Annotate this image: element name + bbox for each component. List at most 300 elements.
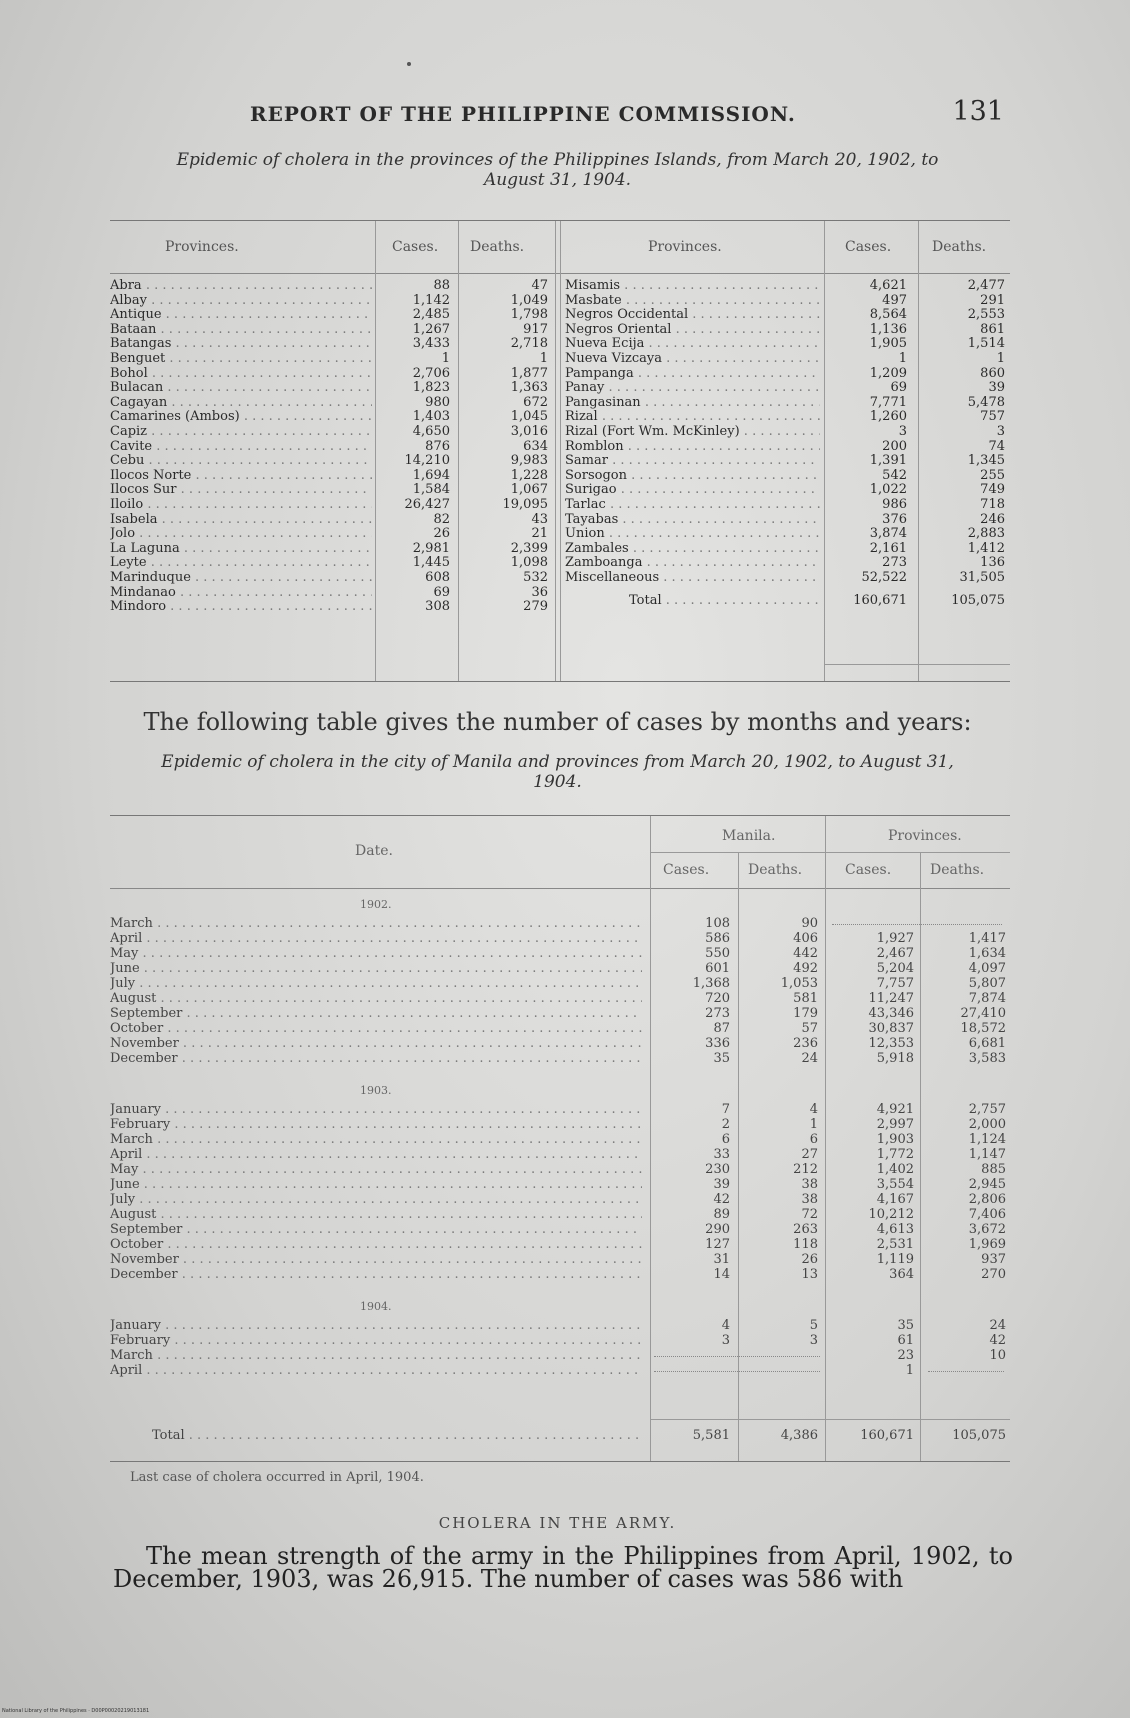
table-row <box>110 1051 1010 1066</box>
table-row <box>110 961 1010 976</box>
province-name: Marinduque . . . <box>110 571 372 585</box>
manila-deaths: 179 <box>793 1006 818 1021</box>
table-row <box>110 294 555 308</box>
province-cases: 2,531 <box>876 1237 914 1252</box>
province-name: Bulacan . . . <box>110 381 372 395</box>
section-title: CHOLERA IN THE ARMY. <box>438 1514 677 1532</box>
deaths-value: 1 <box>539 351 548 366</box>
table-row <box>565 308 1010 322</box>
province-cases: 2,467 <box>876 946 914 961</box>
monthly-table <box>110 815 1010 1462</box>
cases-value: 1,209 <box>869 365 907 381</box>
table-row <box>565 571 1010 585</box>
province-name: Rizal . . . <box>565 410 820 424</box>
table-row <box>110 1147 1010 1162</box>
province-cases: 1,402 <box>876 1162 914 1177</box>
province-cases: 1,903 <box>876 1132 914 1147</box>
province-cases: 7,757 <box>876 976 914 991</box>
table-row <box>110 991 1010 1006</box>
deaths-value: 36 <box>531 584 548 600</box>
deaths-value: 672 <box>523 394 548 410</box>
total-rule <box>650 1419 1010 1420</box>
manila-cases: 2 <box>721 1117 730 1132</box>
cases-value: 497 <box>882 292 907 308</box>
deaths-value: 861 <box>980 321 1005 337</box>
province-deaths: 1,634 <box>968 946 1006 961</box>
manila-cases: 7 <box>721 1102 730 1117</box>
deaths-value: 21 <box>531 526 548 542</box>
manila-cases: 31 <box>713 1252 730 1267</box>
table-row <box>110 600 555 614</box>
province-deaths: 937 <box>981 1252 1006 1267</box>
province-deaths: 2,757 <box>968 1102 1006 1117</box>
deaths-value: 532 <box>523 570 548 585</box>
table-row <box>110 1207 1010 1222</box>
cases-value: 3,874 <box>869 526 907 542</box>
cases-value: 14,210 <box>404 453 450 469</box>
deaths-value: 1,798 <box>510 307 548 323</box>
deaths-value: 1,345 <box>967 453 1005 469</box>
table-row <box>565 425 1010 439</box>
deaths-value: 291 <box>980 292 1005 308</box>
cases-value: 1,823 <box>412 380 450 396</box>
month-name: July . . . <box>110 1192 642 1207</box>
cases-value: 1,403 <box>412 409 450 425</box>
province-deaths: 7,874 <box>968 991 1006 1006</box>
province-cases: 364 <box>889 1267 914 1282</box>
province-cases: 3,554 <box>876 1177 914 1192</box>
empty-cell-leader <box>654 1371 820 1372</box>
manila-deaths: 57 <box>801 1021 818 1036</box>
table-row <box>110 556 555 570</box>
cases-value: 2,981 <box>412 540 450 556</box>
cases-value: 69 <box>433 584 450 600</box>
manila-cases: 720 <box>705 991 730 1006</box>
manila-cases: 89 <box>713 1207 730 1222</box>
deaths-value: 2,883 <box>967 526 1005 542</box>
cases-value: 986 <box>882 497 907 512</box>
province-deaths: 270 <box>981 1267 1006 1282</box>
cases-value: 1,391 <box>869 453 907 469</box>
deaths-value: 39 <box>988 380 1005 396</box>
manila-deaths: 27 <box>801 1147 818 1162</box>
province-cases: 43,346 <box>868 1006 914 1021</box>
empty-cell-leader <box>654 1356 820 1357</box>
table-row <box>110 381 555 395</box>
col-deaths-right: Deaths. <box>932 239 987 255</box>
province-deaths: 24 <box>989 1318 1006 1333</box>
manila-cases: 35 <box>713 1051 730 1066</box>
provinces-table <box>110 220 1010 682</box>
cases-value: 26,427 <box>404 497 450 512</box>
province-name: Pangasinan . . . <box>565 396 820 410</box>
cases-value: 1,445 <box>412 555 450 571</box>
deaths-value: 47 <box>531 278 548 293</box>
deaths-value: 3,016 <box>510 424 548 439</box>
manila-cases: 336 <box>705 1036 730 1051</box>
table-row <box>110 527 555 541</box>
province-deaths: 7,406 <box>968 1207 1006 1222</box>
province-name: Negros Occidental . . . <box>565 308 820 322</box>
total-label: Total . . . <box>629 594 819 608</box>
manila-cases: 33 <box>713 1147 730 1162</box>
province-deaths: 6,681 <box>968 1036 1006 1051</box>
table-row <box>110 1252 1010 1267</box>
table-row <box>565 527 1010 541</box>
deaths-value: 1,412 <box>967 540 1005 556</box>
manila-deaths: 118 <box>793 1237 818 1252</box>
manila-cases: 230 <box>705 1162 730 1177</box>
deaths-value: 1 <box>996 351 1005 366</box>
table-row <box>565 469 1010 483</box>
cases-value: 876 <box>425 438 450 454</box>
ink-mark <box>407 62 411 66</box>
cases-value: 52,522 <box>861 570 907 585</box>
deaths-value: 255 <box>980 467 1005 483</box>
month-name: June . . . <box>110 961 642 976</box>
deaths-value: 2,553 <box>967 307 1005 323</box>
cases-value: 1 <box>441 351 450 366</box>
cases-value: 1,905 <box>869 336 907 352</box>
table-row <box>110 1036 1010 1051</box>
table-row <box>110 498 555 512</box>
manila-total-deaths: 4,386 <box>780 1428 818 1443</box>
cases-value: 82 <box>433 511 450 527</box>
manila-deaths: 38 <box>801 1192 818 1207</box>
province-name: Cebu . . . <box>110 454 372 468</box>
running-title: REPORT OF THE PHILIPPINE COMMISSION. <box>250 102 796 126</box>
cases-value: 3 <box>898 424 907 439</box>
col-manila-cases: Cases. <box>663 862 710 878</box>
table-row <box>565 396 1010 410</box>
table-row <box>110 542 555 556</box>
province-name: Cagayan . . . <box>110 396 372 410</box>
total-row <box>110 1428 1010 1443</box>
table-row <box>110 1363 1010 1378</box>
month-name: April . . . <box>110 1147 642 1162</box>
deaths-value: 917 <box>523 321 548 337</box>
manila-cases: 550 <box>705 946 730 961</box>
table-row <box>110 454 555 468</box>
manila-deaths: 263 <box>793 1222 818 1237</box>
province-name: Bohol . . . <box>110 367 372 381</box>
province-cases: 5,918 <box>876 1051 914 1066</box>
manila-cases: 586 <box>705 931 730 946</box>
province-name: Capiz . . . <box>110 425 372 439</box>
divider <box>555 221 556 681</box>
province-name: La Laguna . . . <box>110 542 372 556</box>
col-prov-cases: Cases. <box>845 862 892 878</box>
cases-value: 1,022 <box>869 482 907 498</box>
cases-value: 1,267 <box>412 321 450 337</box>
month-name: October . . . <box>110 1021 642 1036</box>
province-name: Ilocos Sur . . . <box>110 483 372 497</box>
manila-deaths: 442 <box>793 946 818 961</box>
table-row <box>110 1318 1010 1333</box>
province-name: Mindoro . . . <box>110 600 372 614</box>
table-row <box>110 396 555 410</box>
table-row <box>110 931 1010 946</box>
cases-value: 1,694 <box>412 467 450 483</box>
month-name: February . . . <box>110 1333 642 1348</box>
cases-value: 1,260 <box>869 409 907 425</box>
table-row <box>565 337 1010 351</box>
table-row <box>110 1006 1010 1021</box>
province-name: Miscellaneous . . . <box>565 571 820 585</box>
province-deaths: 10 <box>989 1348 1006 1363</box>
manila-cases: 14 <box>713 1267 730 1282</box>
province-name: Leyte . . . <box>110 556 372 570</box>
month-name: March . . . <box>110 1132 642 1147</box>
col-cases-right: Cases. <box>845 239 892 255</box>
table-row <box>110 586 555 600</box>
month-name: April . . . <box>110 931 642 946</box>
deaths-value: 1,228 <box>510 467 548 483</box>
cases-value: 2,706 <box>412 365 450 381</box>
total-label: Total . . . <box>152 1428 642 1443</box>
table-row <box>565 513 1010 527</box>
table-row <box>110 279 555 293</box>
manila-cases: 87 <box>713 1021 730 1036</box>
province-cases: 10,212 <box>868 1207 914 1222</box>
table-row <box>110 946 1010 961</box>
manila-cases: 4 <box>721 1318 730 1333</box>
month-name: October . . . <box>110 1237 642 1252</box>
manila-deaths: 24 <box>801 1051 818 1066</box>
table2-caption-line2: 1904. <box>533 772 582 792</box>
province-deaths: 2,806 <box>968 1192 1006 1207</box>
province-cases: 12,353 <box>868 1036 914 1051</box>
manila-deaths: 236 <box>793 1036 818 1051</box>
province-name: Iloilo . . . <box>110 498 372 512</box>
province-cases: 5,204 <box>876 961 914 976</box>
province-cases: 1,119 <box>876 1252 914 1267</box>
province-name: Samar . . . <box>565 454 820 468</box>
month-name: August . . . <box>110 1207 642 1222</box>
table-row <box>110 1162 1010 1177</box>
province-name: Zambales . . . <box>565 542 820 556</box>
manila-cases: 290 <box>705 1222 730 1237</box>
province-name: Albay . . . <box>110 294 372 308</box>
province-name: Union . . . <box>565 527 820 541</box>
deaths-value: 5,478 <box>967 394 1005 410</box>
manila-deaths: 26 <box>801 1252 818 1267</box>
deaths-value: 1,067 <box>510 482 548 498</box>
table-row <box>565 294 1010 308</box>
deaths-value: 2,477 <box>967 278 1005 293</box>
manila-deaths: 13 <box>801 1267 818 1282</box>
province-deaths: 18,572 <box>960 1021 1006 1036</box>
table-row <box>110 483 555 497</box>
table-row <box>565 381 1010 395</box>
province-name: Zamboanga . . . <box>565 556 820 570</box>
deaths-value: 860 <box>980 365 1005 381</box>
province-name: Mindanao . . . <box>110 586 372 600</box>
manila-cases: 601 <box>705 961 730 976</box>
table-row <box>565 454 1010 468</box>
col-provinces-right: Provinces. <box>648 239 722 255</box>
manila-deaths: 212 <box>793 1162 818 1177</box>
table-row <box>110 916 1010 931</box>
province-name: Ilocos Norte . . . <box>110 469 372 483</box>
deaths-value: 1,049 <box>510 292 548 308</box>
cases-value: 8,564 <box>869 307 907 323</box>
body-paragraph: The mean strength of the army in the Philippines from April, 1902, to December, 1903, was 26,915. The number of cases was 586 with <box>113 1542 1013 1593</box>
province-name: Benguet . . . <box>110 352 372 366</box>
manila-cases: 39 <box>713 1177 730 1192</box>
table-row <box>565 323 1010 337</box>
deaths-value: 9,983 <box>510 453 548 469</box>
manila-total-cases: 5,581 <box>692 1428 730 1443</box>
cases-value: 542 <box>882 467 907 483</box>
month-name: September . . . <box>110 1006 642 1021</box>
month-name: November . . . <box>110 1252 642 1267</box>
province-cases: 2,997 <box>876 1117 914 1132</box>
cases-value: 4,621 <box>869 278 907 293</box>
cases-value: 26 <box>433 526 450 542</box>
month-name: July . . . <box>110 976 642 991</box>
manila-cases: 1,368 <box>692 976 730 991</box>
table-row <box>565 410 1010 424</box>
province-cases: 4,921 <box>876 1102 914 1117</box>
manila-deaths: 38 <box>801 1177 818 1192</box>
cases-value: 4,650 <box>412 424 450 439</box>
deaths-value: 757 <box>980 409 1005 425</box>
table-row <box>565 367 1010 381</box>
province-cases: 11,247 <box>868 991 914 1006</box>
manila-deaths: 1,053 <box>780 976 818 991</box>
manila-deaths: 3 <box>809 1333 818 1348</box>
province-name: Nueva Vizcaya . . . <box>565 352 820 366</box>
province-name: Panay . . . <box>565 381 820 395</box>
province-deaths: 1,124 <box>968 1132 1006 1147</box>
manila-cases: 3 <box>721 1333 730 1348</box>
col-provinces: Provinces. <box>888 828 962 844</box>
deaths-value: 246 <box>980 511 1005 527</box>
province-name: Romblon . . . <box>565 440 820 454</box>
divider <box>560 221 561 681</box>
header-rule <box>650 852 1010 853</box>
cases-value: 7,771 <box>869 394 907 410</box>
table-row <box>110 571 555 585</box>
province-name: Masbate . . . <box>565 294 820 308</box>
table-row <box>565 498 1010 512</box>
province-name: Abra . . . <box>110 279 372 293</box>
table-row <box>110 1177 1010 1192</box>
month-name: June . . . <box>110 1177 642 1192</box>
page-number: 131 <box>952 96 1004 127</box>
manila-cases: 42 <box>713 1192 730 1207</box>
province-deaths: 3,672 <box>968 1222 1006 1237</box>
manila-deaths: 72 <box>801 1207 818 1222</box>
total-rule <box>824 664 1010 665</box>
province-deaths: 2,000 <box>968 1117 1006 1132</box>
table1-caption <box>105 150 1010 190</box>
deaths-value: 1,098 <box>510 555 548 571</box>
province-name: Camarines (Ambos) . . . <box>110 410 372 424</box>
deaths-value: 43 <box>531 511 548 527</box>
intro-sentence: The following table gives the number of cases by months and years: <box>143 708 972 736</box>
month-name: January . . . <box>110 1102 642 1117</box>
cases-value: 980 <box>425 394 450 410</box>
province-deaths: 1,417 <box>968 931 1006 946</box>
manila-cases: 273 <box>705 1006 730 1021</box>
cases-value: 308 <box>425 599 450 615</box>
table1-caption-line1: Epidemic of cholera in the provinces of the Philippines Islands, from March 20, 1902, to <box>176 150 939 170</box>
deaths-value: 136 <box>980 555 1005 571</box>
manila-deaths: 406 <box>793 931 818 946</box>
table-row <box>110 410 555 424</box>
province-name: Tarlac . . . <box>565 498 820 512</box>
month-name: May . . . <box>110 946 642 961</box>
empty-cell-leader <box>832 924 1002 925</box>
table-row <box>110 976 1010 991</box>
month-name: March . . . <box>110 1348 642 1363</box>
province-cases: 23 <box>897 1348 914 1363</box>
province-cases: 30,837 <box>868 1021 914 1036</box>
province-cases: 4,613 <box>876 1222 914 1237</box>
province-cases: 4,167 <box>876 1192 914 1207</box>
col-cases-left: Cases. <box>392 239 439 255</box>
month-name: September . . . <box>110 1222 642 1237</box>
manila-deaths: 581 <box>793 991 818 1006</box>
province-name: Misamis . . . <box>565 279 820 293</box>
year-heading: 1902. <box>360 898 392 911</box>
deaths-value: 1,514 <box>967 336 1005 352</box>
province-deaths: 885 <box>981 1162 1006 1177</box>
province-name: Rizal (Fort Wm. McKinley) . . . <box>565 425 820 439</box>
manila-deaths: 1 <box>809 1117 818 1132</box>
table-row <box>110 337 555 351</box>
col-deaths-left: Deaths. <box>470 239 525 255</box>
province-cases: 61 <box>897 1333 914 1348</box>
table-row <box>110 1132 1010 1147</box>
table-row <box>110 1267 1010 1282</box>
cases-value: 608 <box>425 570 450 585</box>
manila-cases: 108 <box>705 916 730 931</box>
province-name: Batangas . . . <box>110 337 372 351</box>
total-deaths: 105,075 <box>951 592 1005 608</box>
table-row <box>110 1237 1010 1252</box>
province-deaths: 4,097 <box>968 961 1006 976</box>
cases-value: 376 <box>882 511 907 527</box>
table-row <box>110 308 555 322</box>
province-name: Sorsogon . . . <box>565 469 820 483</box>
deaths-value: 2,399 <box>510 540 548 556</box>
province-deaths: 5,807 <box>968 976 1006 991</box>
table-row <box>110 1348 1010 1363</box>
table-row <box>110 469 555 483</box>
table-row <box>110 1102 1010 1117</box>
manila-deaths: 90 <box>801 916 818 931</box>
table-row <box>565 440 1010 454</box>
cases-value: 2,161 <box>869 540 907 556</box>
archive-footer: National Library of the Philippines · D00P00020219013181 <box>2 1708 150 1714</box>
province-deaths: 3,583 <box>968 1051 1006 1066</box>
table-row <box>565 352 1010 366</box>
deaths-value: 279 <box>523 599 548 615</box>
province-name: Bataan . . . <box>110 323 372 337</box>
cases-value: 69 <box>890 380 907 396</box>
deaths-value: 74 <box>988 438 1005 454</box>
province-total-deaths: 105,075 <box>952 1428 1006 1443</box>
deaths-value: 3 <box>996 424 1005 439</box>
manila-deaths: 492 <box>793 961 818 976</box>
province-name: Isabela . . . <box>110 513 372 527</box>
cases-value: 88 <box>433 278 450 293</box>
table-row <box>110 352 555 366</box>
year-heading: 1903. <box>360 1084 392 1097</box>
